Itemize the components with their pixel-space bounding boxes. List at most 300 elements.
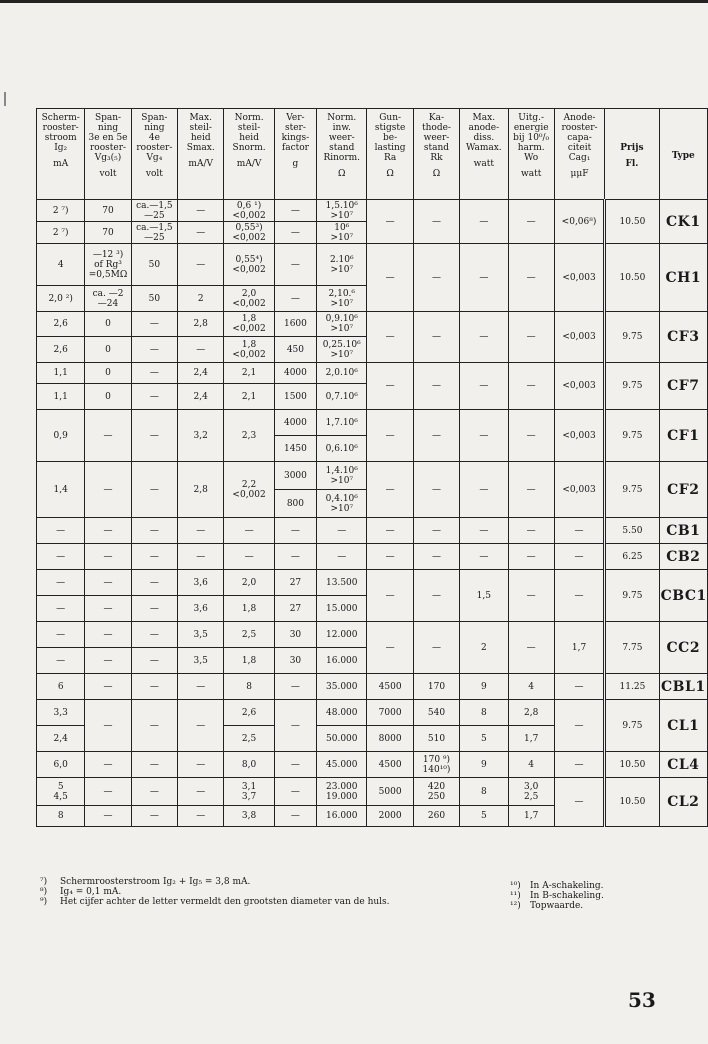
table-cell: —: [131, 752, 177, 778]
table-cell: —12 ³) of Rg³ =0,5MΩ: [85, 244, 131, 286]
table-cell: 1,8 <0,002: [224, 337, 274, 363]
page-number: 53: [628, 988, 656, 1012]
table-cell: 170 ⁹) 140¹⁰): [413, 752, 459, 778]
type-cell: CK1: [659, 200, 707, 244]
table-cell: 2,6: [37, 337, 85, 363]
table-cell: —: [554, 544, 604, 570]
table-cell: 2,10.⁶ >10⁷: [317, 286, 367, 312]
table-cell: —: [85, 752, 131, 778]
table-cell: 0,55⁴) <0,002: [224, 244, 274, 286]
header-type: Type: [659, 109, 707, 200]
price-cell: 10.50: [605, 244, 659, 312]
table-cell: 3,3: [37, 700, 85, 726]
table-cell: 1600: [274, 312, 316, 337]
table-cell: 1500: [274, 384, 316, 410]
table-cell: —: [554, 570, 604, 622]
table-cell: 2,4: [178, 363, 224, 384]
footnote-marker: ⁹): [40, 897, 48, 907]
table-cell: 23.000 19.000: [317, 778, 367, 806]
table-cell: 2,2 <0,002: [224, 462, 274, 518]
table-cell: —: [460, 518, 508, 544]
table-row: [37, 244, 708, 286]
table-cell: —: [274, 806, 316, 827]
price-cell: 7.75: [605, 622, 659, 674]
table-cell: —: [131, 363, 177, 384]
table-cell: 27: [274, 570, 316, 596]
table-cell: 0,7.10⁶: [317, 384, 367, 410]
footnote-text: Schermroosterstroom Ig₂ + Ig₅ = 3,8 mA.: [60, 877, 251, 887]
price-cell: 9.75: [605, 312, 659, 363]
table-cell: —: [85, 518, 131, 544]
type-cell: CB2: [659, 544, 707, 570]
table-cell: 30: [274, 622, 316, 648]
table-cell: 5: [460, 726, 508, 752]
type-cell: CF1: [659, 410, 707, 462]
header-smax: Max. steil- heid Smax. mA/V: [178, 109, 224, 200]
table-cell: —: [508, 544, 554, 570]
table-cell: —: [131, 544, 177, 570]
footnote: [510, 881, 700, 891]
type-cell: CL1: [659, 700, 707, 752]
type-cell: CH1: [659, 244, 707, 312]
table-cell: 45.000: [317, 752, 367, 778]
table-cell: 0,6.10⁶: [317, 436, 367, 462]
table-row: [37, 622, 708, 648]
table-cell: 2000: [367, 806, 413, 827]
price-cell: 10.50: [605, 200, 659, 244]
table-row: [37, 778, 708, 806]
price-cell: 9.75: [605, 363, 659, 410]
table-cell: —: [178, 806, 224, 827]
table-cell: 12.000: [317, 622, 367, 648]
table-cell: 0: [85, 363, 131, 384]
table-cell: 0: [85, 384, 131, 410]
table-cell: —: [367, 200, 413, 244]
table-cell: —: [85, 806, 131, 827]
table-cell: 800: [274, 490, 316, 518]
table-cell: 3000: [274, 462, 316, 490]
price-cell: 9.75: [605, 700, 659, 752]
table-cell: —: [224, 544, 274, 570]
footnote-marker: ⁸): [40, 887, 48, 897]
table-cell: 510: [413, 726, 459, 752]
table-row: [37, 674, 708, 700]
table-cell: 30: [274, 648, 316, 674]
type-cell: CF7: [659, 363, 707, 410]
footnote-marker: ¹¹): [510, 891, 521, 901]
table-cell: —: [508, 244, 554, 312]
table-cell: —: [274, 286, 316, 312]
table-cell: 1,4.10⁶ >10⁷: [317, 462, 367, 490]
table-cell: —: [131, 778, 177, 806]
table-cell: —: [37, 544, 85, 570]
table-cell: 2,0: [224, 570, 274, 596]
table-cell: —: [178, 674, 224, 700]
table-cell: 27: [274, 596, 316, 622]
table-cell: —: [274, 518, 316, 544]
table-cell: —: [554, 700, 604, 752]
type-cell: CF2: [659, 462, 707, 518]
type-cell: CC2: [659, 622, 707, 674]
table-cell: —: [508, 312, 554, 363]
table-cell: 50: [131, 244, 177, 286]
table-cell: ca.—1,5 —25: [131, 222, 177, 244]
table-cell: 2,4: [37, 726, 85, 752]
table-cell: 2 ⁷): [37, 222, 85, 244]
table-cell: 5: [460, 806, 508, 827]
table-cell: 6,0: [37, 752, 85, 778]
table-cell: 0,9: [37, 410, 85, 462]
table-cell: 450: [274, 337, 316, 363]
table-cell: —: [508, 363, 554, 410]
header-prijs: Prijs Fl.: [605, 109, 659, 200]
table-cell: —: [367, 570, 413, 622]
header-rk: Ka- thode- weer- stand Rk Ω: [413, 109, 459, 200]
table-cell: 1,8 <0,002: [224, 312, 274, 337]
table-cell: —: [131, 570, 177, 596]
price-cell: 6.25: [605, 544, 659, 570]
table-cell: —: [413, 462, 459, 518]
table-cell: ca. —2 —24: [85, 286, 131, 312]
table-cell: 2,1: [224, 384, 274, 410]
footnote-text: Het cijfer achter de letter vermeldt den grootsten diameter van de huls.: [60, 897, 390, 907]
table-cell: —: [554, 674, 604, 700]
table-cell: —: [37, 570, 85, 596]
table-cell: —: [413, 244, 459, 312]
price-cell: 9.75: [605, 570, 659, 622]
table-cell: 4: [508, 752, 554, 778]
table-row: [37, 200, 708, 222]
table-cell: ca.—1,5 —25: [131, 200, 177, 222]
table-cell: 260: [413, 806, 459, 827]
table-cell: —: [274, 544, 316, 570]
table-cell: —: [274, 200, 316, 222]
table-cell: —: [85, 700, 131, 752]
header-wo: Uitg.- energie bij 10⁰/₀ harm. Wo watt: [508, 109, 554, 200]
table-cell: —: [85, 410, 131, 462]
table-cell: 2: [178, 286, 224, 312]
table-cell: <0,003: [554, 244, 604, 312]
table-cell: 3,5: [178, 648, 224, 674]
footnote: [510, 901, 700, 911]
table-cell: 4500: [367, 752, 413, 778]
table-cell: 8: [37, 806, 85, 827]
table-cell: —: [131, 806, 177, 827]
table-cell: —: [367, 518, 413, 544]
table-cell: —: [508, 200, 554, 244]
table-cell: 2,5: [224, 726, 274, 752]
type-cell: CBL1: [659, 674, 707, 700]
footnote: [40, 887, 490, 897]
table-cell: —: [131, 674, 177, 700]
table-cell: <0,003: [554, 363, 604, 410]
table-cell: 1,1: [37, 363, 85, 384]
table-cell: —: [367, 410, 413, 462]
table-cell: —: [508, 518, 554, 544]
table-cell: 16.000: [317, 648, 367, 674]
table-row: [37, 570, 708, 596]
table-cell: 3,5: [178, 622, 224, 648]
table-cell: —: [413, 518, 459, 544]
table-cell: 4000: [274, 410, 316, 436]
table-cell: 1,1: [37, 384, 85, 410]
table-row: [37, 752, 708, 778]
table-cell: —: [413, 410, 459, 462]
table-cell: —: [178, 518, 224, 544]
table-cell: 2,5: [224, 622, 274, 648]
header-ig2: Scherm- rooster- stroom Ig₂ mA: [37, 109, 85, 200]
table-cell: —: [37, 596, 85, 622]
table-cell: 0,6 ¹) <0,002: [224, 200, 274, 222]
price-cell: 11.25: [605, 674, 659, 700]
header-row: [37, 109, 708, 200]
table-cell: 3,2: [178, 410, 224, 462]
table-cell: 0,4.10⁶ >10⁷: [317, 490, 367, 518]
table-cell: —: [85, 648, 131, 674]
table-cell: 3,0 2,5: [508, 778, 554, 806]
footnote-text: In B-schakeling.: [530, 891, 604, 901]
table-cell: 50: [131, 286, 177, 312]
type-cell: CBC1: [659, 570, 707, 622]
table-cell: —: [460, 462, 508, 518]
table-cell: 4: [508, 674, 554, 700]
footnote-marker: ¹²): [510, 901, 521, 911]
table-cell: 4500: [367, 674, 413, 700]
table-cell: —: [274, 752, 316, 778]
footnote-marker: ⁷): [40, 877, 48, 887]
type-cell: CB1: [659, 518, 707, 544]
table-row: [37, 700, 708, 726]
table-cell: —: [131, 518, 177, 544]
table-cell: 1,5.10⁶ >10⁷: [317, 200, 367, 222]
table-cell: 420 250: [413, 778, 459, 806]
table-cell: —: [554, 752, 604, 778]
table-cell: 3,6: [178, 596, 224, 622]
table-cell: —: [85, 570, 131, 596]
table-cell: 1,7: [554, 622, 604, 674]
table-cell: 1,5: [460, 570, 508, 622]
footnote: [510, 891, 700, 901]
footnote-text: Topwaarde.: [530, 901, 584, 911]
price-cell: 10.50: [605, 778, 659, 827]
header-ra: Gun- stigste be- lasting Ra Ω: [367, 109, 413, 200]
table-cell: —: [178, 778, 224, 806]
table-cell: —: [413, 312, 459, 363]
table-cell: —: [460, 544, 508, 570]
price-cell: 9.75: [605, 462, 659, 518]
table-cell: 0: [85, 337, 131, 363]
table-cell: 2,6: [224, 700, 274, 726]
header-vg4: Span- ning 4e rooster- Vg₄ volt: [131, 109, 177, 200]
table-cell: 9: [460, 674, 508, 700]
header-gain: Ver- ster- kings- factor g: [274, 109, 316, 200]
table-row: [37, 544, 708, 570]
table-cell: 170: [413, 674, 459, 700]
table-cell: —: [131, 622, 177, 648]
table-cell: 50.000: [317, 726, 367, 752]
price-cell: 5.50: [605, 518, 659, 544]
table-cell: 0,25.10⁶ >10⁷: [317, 337, 367, 363]
table-cell: —: [317, 544, 367, 570]
table-cell: 7000: [367, 700, 413, 726]
table-cell: —: [554, 518, 604, 544]
type-cell: CF3: [659, 312, 707, 363]
type-cell: CL4: [659, 752, 707, 778]
table-cell: —: [508, 570, 554, 622]
table-cell: —: [460, 244, 508, 312]
table-cell: —: [460, 363, 508, 410]
table-cell: —: [367, 312, 413, 363]
table-cell: <0,003: [554, 462, 604, 518]
top-rule: [0, 0, 708, 3]
table-row: [37, 410, 708, 436]
table-cell: 1,7: [508, 726, 554, 752]
table-cell: 2.10⁶ >10⁷: [317, 244, 367, 286]
table-cell: —: [274, 778, 316, 806]
table-cell: <0,003: [554, 312, 604, 363]
table-cell: —: [367, 363, 413, 410]
table-cell: 2 ⁷): [37, 200, 85, 222]
table-cell: —: [224, 518, 274, 544]
table-cell: —: [131, 648, 177, 674]
footnote: [40, 877, 490, 887]
table-cell: —: [178, 700, 224, 752]
table-cell: —: [131, 700, 177, 752]
table-cell: —: [367, 462, 413, 518]
table-cell: —: [85, 462, 131, 518]
table-cell: 2,8: [178, 462, 224, 518]
header-cag: Anode- rooster- capa- citeit Cag₁ μμF: [554, 109, 604, 200]
table-cell: —: [274, 244, 316, 286]
tube-spec-table-wrapper: [36, 108, 708, 827]
table-cell: 8: [224, 674, 274, 700]
table-cell: 2,4: [178, 384, 224, 410]
table-cell: —: [178, 544, 224, 570]
table-cell: 2,8: [508, 700, 554, 726]
table-cell: —: [131, 312, 177, 337]
table-cell: 1,4: [37, 462, 85, 518]
header-snorm: Norm. steil- heid Snorm. mA/V: [224, 109, 274, 200]
table-cell: —: [413, 622, 459, 674]
table-cell: 0: [85, 312, 131, 337]
table-cell: 70: [85, 222, 131, 244]
table-cell: 16.000: [317, 806, 367, 827]
table-cell: 9: [460, 752, 508, 778]
table-row: [37, 518, 708, 544]
table-cell: —: [131, 410, 177, 462]
table-cell: 2,1: [224, 363, 274, 384]
table-row: [37, 312, 708, 337]
table-cell: 10⁶ >10⁷: [317, 222, 367, 244]
table-cell: —: [460, 410, 508, 462]
table-cell: 5 4,5: [37, 778, 85, 806]
table-cell: 15.000: [317, 596, 367, 622]
table-cell: —: [37, 648, 85, 674]
table-cell: 0,55³) <0,002: [224, 222, 274, 244]
header-ri: Norm. inw. weer- stand Rinorm. Ω: [317, 109, 367, 200]
table-cell: 2,6: [37, 312, 85, 337]
table-cell: —: [317, 518, 367, 544]
table-cell: 2: [460, 622, 508, 674]
margin-mark: [4, 92, 6, 106]
footnote-marker: ¹⁰): [510, 881, 521, 891]
table-cell: —: [37, 622, 85, 648]
table-cell: 5000: [367, 778, 413, 806]
table-cell: 0,9.10⁶ >10⁷: [317, 312, 367, 337]
table-cell: —: [367, 544, 413, 570]
table-cell: 8000: [367, 726, 413, 752]
table-cell: —: [37, 518, 85, 544]
table-cell: 35.000: [317, 674, 367, 700]
table-cell: 4: [37, 244, 85, 286]
table-cell: —: [460, 312, 508, 363]
table-cell: 4000: [274, 363, 316, 384]
table-cell: —: [85, 674, 131, 700]
table-cell: —: [131, 337, 177, 363]
table-cell: —: [413, 544, 459, 570]
table-cell: 8: [460, 700, 508, 726]
table-cell: —: [178, 752, 224, 778]
tube-spec-table: [36, 108, 708, 827]
table-cell: —: [274, 700, 316, 752]
table-row: [37, 462, 708, 490]
table-cell: —: [508, 410, 554, 462]
table-cell: 6: [37, 674, 85, 700]
table-cell: 540: [413, 700, 459, 726]
table-cell: —: [85, 778, 131, 806]
table-cell: 1450: [274, 436, 316, 462]
table-cell: —: [178, 200, 224, 222]
table-cell: 2,8: [178, 312, 224, 337]
footnote: [40, 897, 490, 907]
table-cell: —: [85, 544, 131, 570]
table-cell: 3,6: [178, 570, 224, 596]
table-cell: —: [178, 222, 224, 244]
table-cell: 3,1 3,7: [224, 778, 274, 806]
table-cell: 2,0 ²): [37, 286, 85, 312]
table-cell: 8,0: [224, 752, 274, 778]
table-cell: 2,3: [224, 410, 274, 462]
table-cell: 3,8: [224, 806, 274, 827]
table-cell: —: [367, 622, 413, 674]
table-cell: —: [413, 200, 459, 244]
table-cell: —: [131, 462, 177, 518]
table-cell: —: [131, 384, 177, 410]
table-cell: —: [508, 462, 554, 518]
type-cell: CL2: [659, 778, 707, 827]
table-cell: —: [178, 337, 224, 363]
table-cell: —: [131, 596, 177, 622]
table-cell: <0,06⁸): [554, 200, 604, 244]
table-cell: —: [554, 778, 604, 827]
table-cell: —: [178, 244, 224, 286]
price-cell: 9.75: [605, 410, 659, 462]
table-cell: —: [413, 363, 459, 410]
table-cell: 13.500: [317, 570, 367, 596]
table-cell: <0,003: [554, 410, 604, 462]
table-cell: 48.000: [317, 700, 367, 726]
price-cell: 10.50: [605, 752, 659, 778]
header-wamax: Max. anode- diss. Wamax. watt: [460, 109, 508, 200]
header-vg3: Span- ning 3e en 5e rooster- Vg₃(₅) volt: [85, 109, 131, 200]
table-cell: —: [85, 622, 131, 648]
table-cell: —: [85, 596, 131, 622]
table-cell: —: [508, 622, 554, 674]
table-cell: 2,0.10⁶: [317, 363, 367, 384]
table-cell: —: [413, 570, 459, 622]
table-cell: 1,8: [224, 648, 274, 674]
footnotes-left: [40, 877, 490, 907]
